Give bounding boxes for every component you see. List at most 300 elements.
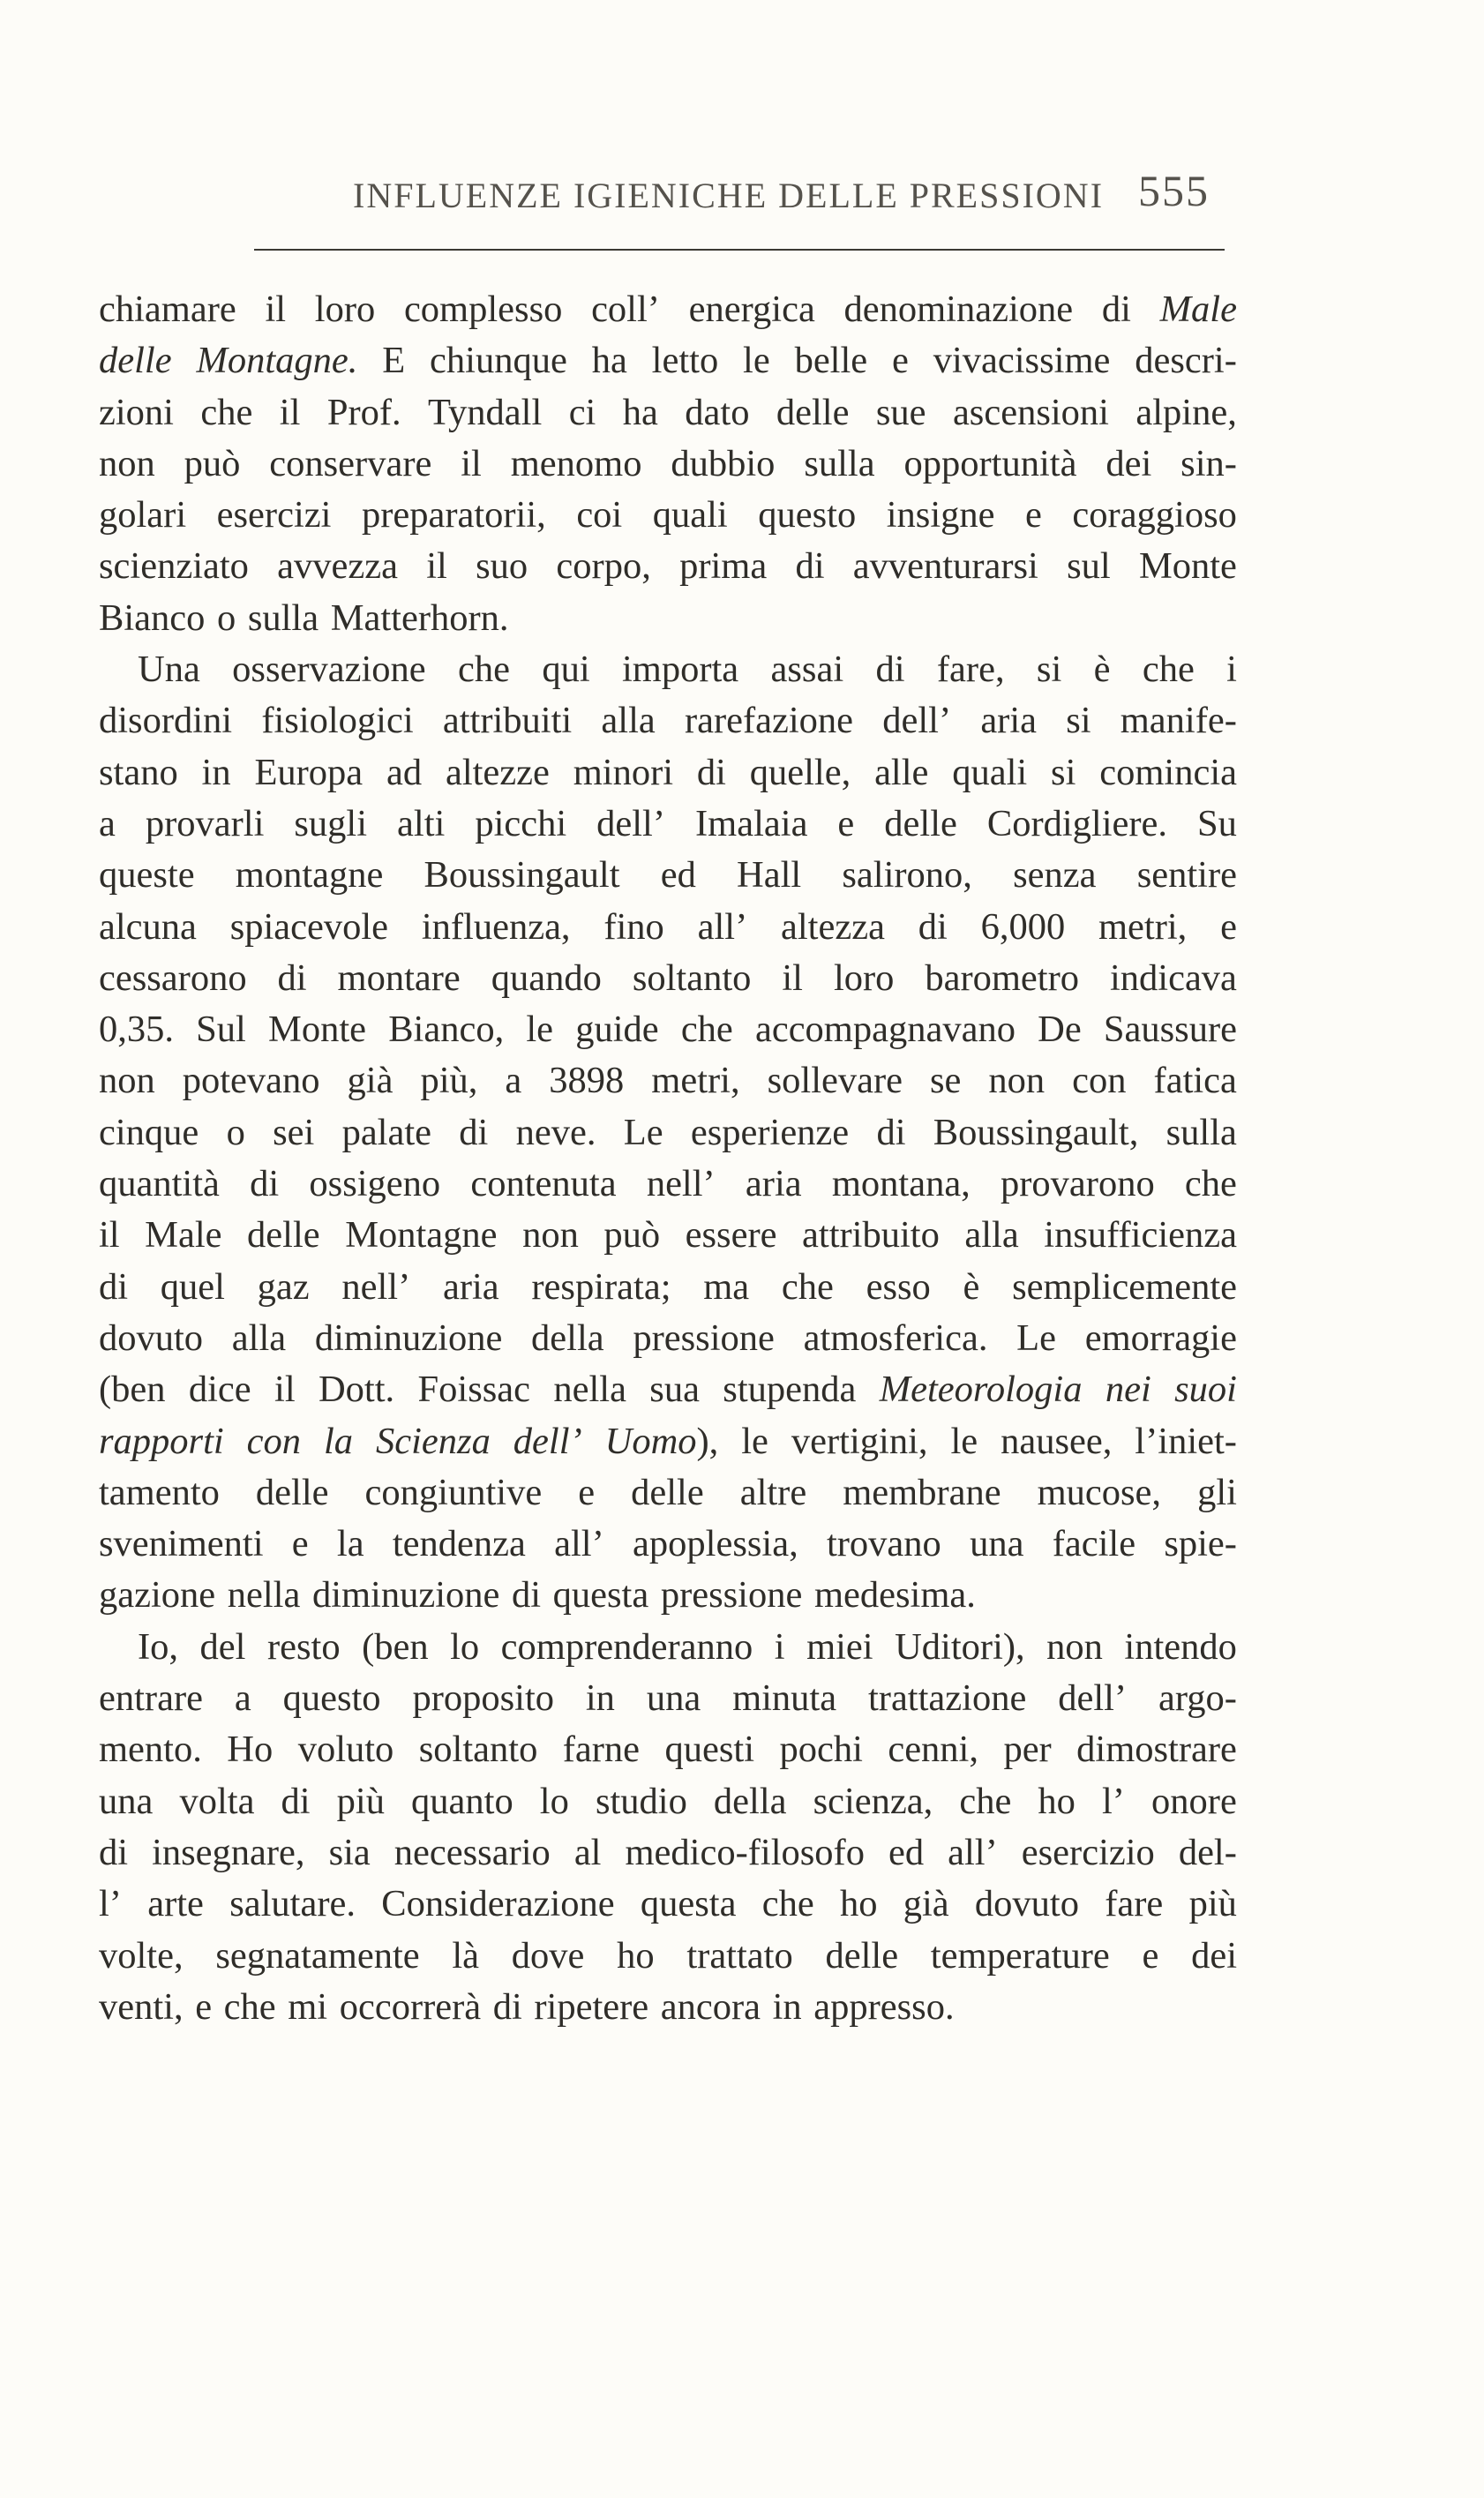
word: descri- <box>1135 340 1237 382</box>
word: l’ <box>1102 1780 1125 1822</box>
word: del <box>199 1625 246 1668</box>
word: metri, <box>651 1060 740 1102</box>
word: respirata; <box>531 1265 671 1308</box>
word: ho <box>1038 1780 1076 1822</box>
word: Io, <box>138 1625 179 1668</box>
word: sugli <box>294 802 368 844</box>
word: Ho <box>227 1729 274 1771</box>
word: ho <box>839 1883 878 1925</box>
word: altre <box>739 1471 807 1513</box>
text-line <box>99 953 1237 1004</box>
paragraph <box>99 284 1237 644</box>
word: avventurarsi <box>852 545 1038 588</box>
word: 6,000 <box>980 905 1066 948</box>
word: stupenda <box>723 1369 857 1411</box>
word: Hall <box>737 854 802 896</box>
word: nella <box>227 1574 301 1617</box>
word: esso <box>866 1265 931 1308</box>
word: onore <box>1151 1780 1237 1822</box>
word: di <box>99 1265 129 1308</box>
word: con <box>1072 1060 1127 1102</box>
word: fino <box>603 905 664 948</box>
word: il <box>461 442 482 484</box>
word: sulla <box>247 596 319 639</box>
word: gaz <box>257 1265 310 1308</box>
word: delle <box>776 391 850 433</box>
word: congiuntive <box>364 1471 543 1513</box>
word: senza <box>1013 854 1097 896</box>
word: non <box>522 1214 579 1257</box>
word: l’ <box>99 1883 122 1925</box>
word: comincia <box>1099 751 1237 793</box>
word: scienziato <box>99 545 249 588</box>
word: quelle, <box>749 751 851 793</box>
word: avvezza <box>277 545 398 588</box>
text-line <box>99 1262 1237 1313</box>
word: dell’ <box>882 700 952 742</box>
word: ha <box>591 340 627 382</box>
word: e <box>1025 494 1042 536</box>
word: comprenderanno <box>500 1625 753 1668</box>
word: ascensioni <box>952 391 1109 433</box>
word: delle <box>825 1934 899 1977</box>
word: dimostrare <box>1076 1729 1237 1771</box>
word: medico-filosofo <box>625 1831 865 1873</box>
word: scienza, <box>813 1780 933 1822</box>
word: questa <box>552 1574 649 1617</box>
word: sia <box>328 1831 371 1873</box>
word: svenimenti <box>99 1523 264 1565</box>
word: cessarono <box>99 956 247 999</box>
word: montagne <box>235 854 384 896</box>
word: quali <box>952 751 1028 793</box>
word: attribuito <box>802 1214 940 1257</box>
text-line <box>99 1673 1237 1724</box>
word: Male <box>145 1214 222 1257</box>
word: occorrerà <box>339 1985 482 2028</box>
word: dell’ <box>513 1420 582 1462</box>
word: prima <box>679 545 768 588</box>
word: 0,35. <box>99 1009 174 1051</box>
word: altezze <box>445 751 550 793</box>
word: a <box>99 802 116 844</box>
word: stano <box>99 751 178 793</box>
text-line <box>99 1159 1237 1210</box>
word: golari <box>99 494 187 536</box>
word: insegnare, <box>152 1831 305 1873</box>
word: pochi <box>779 1729 863 1771</box>
word: ossigeno <box>309 1163 441 1205</box>
text-line <box>99 1724 1237 1775</box>
text-line <box>99 1570 1237 1621</box>
word: fisiologici <box>261 700 414 742</box>
word: provarli <box>145 802 265 844</box>
word: quantità <box>99 1163 220 1205</box>
word: una <box>99 1780 154 1822</box>
text-line <box>99 490 1237 541</box>
word: salutare. <box>229 1883 356 1925</box>
word: delle <box>255 1471 329 1513</box>
word: minori <box>573 751 674 793</box>
word: si <box>1036 649 1062 691</box>
word: osservazione <box>232 649 426 691</box>
word: aria <box>745 1163 802 1205</box>
word: trovano <box>826 1523 941 1565</box>
word: miei <box>806 1625 873 1668</box>
word: corpo, <box>556 545 651 588</box>
word: alle <box>874 751 929 793</box>
word: sentire <box>1136 854 1237 896</box>
word: tendenza <box>392 1523 526 1565</box>
word: (ben <box>99 1369 166 1411</box>
word: è <box>963 1265 980 1308</box>
word: sul <box>1067 545 1111 588</box>
word: trattazione <box>867 1677 1027 1720</box>
word: venti, <box>99 1985 184 2028</box>
word: insufficienza <box>1044 1214 1237 1257</box>
word: non <box>99 442 155 484</box>
word: sue <box>875 391 926 433</box>
word: là <box>452 1934 480 1977</box>
word: palate <box>341 1111 432 1153</box>
word: Saussure <box>1103 1009 1237 1051</box>
word: delle <box>99 340 172 382</box>
word: Bianco <box>99 596 206 639</box>
word: Una <box>138 649 200 691</box>
word: facile <box>1052 1523 1136 1565</box>
word: una <box>646 1677 701 1720</box>
word: aria <box>442 1265 499 1308</box>
word: diminuzione <box>314 1317 503 1359</box>
word: di <box>876 1111 906 1153</box>
word: delle <box>884 802 957 844</box>
word: a <box>505 1060 522 1102</box>
header-rule <box>254 249 1225 251</box>
word: Dott. <box>318 1369 395 1411</box>
text-line <box>99 541 1237 592</box>
word: dovuto <box>974 1883 1079 1925</box>
word: dei <box>1106 442 1152 484</box>
paragraph <box>99 1622 1237 2033</box>
text-line <box>99 1055 1237 1106</box>
word: potevano <box>182 1060 320 1102</box>
word: si <box>1051 751 1076 793</box>
word: Foissac <box>417 1369 531 1411</box>
word: voluto <box>297 1729 394 1771</box>
word: mento. <box>99 1729 202 1771</box>
paragraph <box>99 644 1237 1622</box>
word: la <box>336 1523 364 1565</box>
word: preparatorii, <box>361 494 546 536</box>
word: non <box>99 1060 155 1102</box>
word: questo <box>758 494 857 536</box>
word: ha <box>622 391 658 433</box>
word: Tyndall <box>428 391 543 433</box>
word: sua <box>649 1369 700 1411</box>
word: di <box>277 956 307 999</box>
word: conservare <box>269 442 432 484</box>
word: nei <box>1105 1369 1151 1411</box>
word: non <box>988 1060 1046 1102</box>
word: e <box>837 802 855 844</box>
word: temperature <box>930 1934 1110 1977</box>
word: può <box>184 442 241 484</box>
word: delle <box>247 1214 320 1257</box>
word: quanto <box>411 1780 513 1822</box>
word: argo- <box>1158 1677 1237 1720</box>
word: ancora <box>660 1985 761 2028</box>
word: suo <box>476 545 528 588</box>
word: sei <box>273 1111 315 1153</box>
word: per <box>1003 1729 1052 1771</box>
word: Considerazione <box>381 1883 615 1925</box>
word: necessario <box>393 1831 551 1873</box>
word: montana, <box>831 1163 971 1205</box>
word: ripetere <box>534 1985 649 2028</box>
word: salirono, <box>842 854 972 896</box>
word: Boussingault <box>423 854 620 896</box>
word: è <box>1093 649 1111 691</box>
word: E <box>382 340 406 382</box>
word: se <box>930 1060 962 1102</box>
text-line <box>99 799 1237 850</box>
word: in <box>772 1985 802 2028</box>
word: di <box>281 1780 311 1822</box>
word: quel <box>160 1265 225 1308</box>
word: chiunque <box>430 340 567 382</box>
word: volte, <box>99 1934 184 1977</box>
text-line <box>99 1004 1237 1055</box>
word: minuta <box>732 1677 837 1720</box>
word: volta <box>179 1780 255 1822</box>
word: aria <box>980 700 1038 742</box>
word: il <box>99 1214 120 1257</box>
word: Bianco, <box>388 1009 505 1051</box>
word: Su <box>1197 802 1237 844</box>
word: ho <box>617 1934 655 1977</box>
word: belle <box>794 340 868 382</box>
word: ed <box>660 854 696 896</box>
word: rapporti <box>99 1420 224 1462</box>
word: loro <box>833 956 895 999</box>
word: zioni <box>99 391 174 433</box>
word: il <box>274 1369 296 1411</box>
word: fatica <box>1153 1060 1237 1102</box>
word: più, <box>420 1060 478 1102</box>
word: di <box>99 1831 129 1873</box>
word: Male <box>1159 289 1237 330</box>
word: montare <box>337 956 461 999</box>
word: soltanto <box>632 956 752 999</box>
word: che <box>761 1883 814 1925</box>
word: e <box>195 1985 213 2028</box>
word: proposito <box>412 1677 554 1720</box>
text-line <box>99 902 1237 953</box>
word: una <box>970 1523 1024 1565</box>
word: insigne <box>886 494 995 536</box>
text-line <box>99 1982 1237 2033</box>
word: vertigini, <box>791 1420 928 1462</box>
page-number: 555 <box>1138 166 1210 215</box>
word: i <box>1226 649 1237 691</box>
text-line <box>99 747 1237 799</box>
word: più <box>336 1780 385 1822</box>
word: dell’ <box>1058 1677 1128 1720</box>
word: accompagnavano <box>754 1009 1016 1051</box>
word: già <box>347 1060 393 1102</box>
text-line <box>99 1210 1237 1261</box>
word: le <box>741 1420 768 1462</box>
word: l’iniet- <box>1135 1420 1237 1462</box>
body-text <box>99 284 1237 2033</box>
word: le <box>950 1420 978 1462</box>
word: cenni, <box>888 1729 978 1771</box>
word: della <box>531 1317 604 1359</box>
text-line <box>99 1107 1237 1159</box>
word: appresso. <box>813 1985 955 2028</box>
word: assai <box>770 649 844 691</box>
word: all’ <box>554 1523 604 1565</box>
word: gli <box>1197 1471 1237 1513</box>
word: che <box>781 1265 834 1308</box>
word: che <box>223 1985 276 2028</box>
text-line <box>99 387 1237 439</box>
word: chiamare <box>99 289 236 330</box>
text-line <box>99 439 1237 490</box>
word: non <box>1046 1625 1103 1668</box>
word: alti <box>397 802 446 844</box>
word: semplicemente <box>1012 1265 1237 1308</box>
word: o <box>226 1111 245 1153</box>
text-line <box>99 1622 1237 1673</box>
word: suoi <box>1174 1369 1237 1411</box>
word: dei <box>1191 1934 1237 1977</box>
text-line <box>99 1879 1237 1930</box>
text-line <box>99 695 1237 746</box>
word: della <box>713 1780 787 1822</box>
word: coll’ <box>591 289 660 330</box>
word: sulla <box>804 442 875 484</box>
word: complesso <box>403 289 563 330</box>
word: contenuta <box>470 1163 617 1205</box>
text-line <box>99 1827 1237 1879</box>
text-line <box>99 1364 1237 1415</box>
word: opportunità <box>903 442 1077 484</box>
word: di <box>459 1111 489 1153</box>
word: Meteorologia <box>879 1369 1083 1411</box>
word: Scienza <box>376 1420 491 1462</box>
word: e <box>892 340 909 382</box>
word: membrane <box>843 1471 1001 1513</box>
word: menomo <box>510 442 642 484</box>
word: si <box>1066 700 1091 742</box>
word: quali <box>652 494 728 536</box>
word: fare, <box>936 649 1005 691</box>
word: alla <box>231 1317 287 1359</box>
word: dove <box>511 1934 585 1977</box>
word: che <box>1184 1163 1237 1205</box>
word: pressione <box>660 1574 803 1617</box>
word: nausee, <box>1001 1420 1113 1462</box>
word: letto <box>651 340 719 382</box>
word: gazione <box>99 1574 216 1617</box>
word: queste <box>99 854 195 896</box>
word: e <box>578 1471 596 1513</box>
word: i <box>774 1625 785 1668</box>
word: pressione <box>633 1317 775 1359</box>
word: Monte <box>268 1009 367 1051</box>
word: in <box>585 1677 615 1720</box>
running-head: INFLUENZE IGIENICHE DELLE PRESSIONI <box>353 176 1105 215</box>
word: mucose, <box>1037 1471 1162 1513</box>
word: il <box>279 391 301 433</box>
word: metri, <box>1098 905 1188 948</box>
word: dice <box>188 1369 251 1411</box>
word: con <box>246 1420 302 1462</box>
word: alcuna <box>99 905 197 948</box>
word: questo <box>282 1677 381 1720</box>
text-line <box>99 1416 1237 1467</box>
word: di <box>875 649 905 691</box>
word: soltanto <box>418 1729 538 1771</box>
word: nella <box>553 1369 626 1411</box>
word: e <box>291 1523 309 1565</box>
word: e <box>1142 1934 1159 1977</box>
word: alla <box>601 700 656 742</box>
word: di <box>512 1574 542 1617</box>
text-line <box>99 335 1237 386</box>
word: alla <box>964 1214 1019 1257</box>
word: altezza <box>781 905 885 948</box>
word: lo <box>450 1625 480 1668</box>
word: atmosferica. <box>803 1317 988 1359</box>
word: entrare <box>99 1677 203 1720</box>
word: 3898 <box>549 1060 625 1102</box>
word: fare <box>1105 1883 1164 1925</box>
word: del- <box>1178 1831 1237 1873</box>
word: mi <box>288 1985 328 2028</box>
word: all’ <box>948 1831 998 1873</box>
word: tamento <box>99 1471 220 1513</box>
word: Montagne. <box>196 340 358 382</box>
word: coi <box>576 494 623 536</box>
word: studio <box>595 1780 687 1822</box>
word: Monte <box>1138 545 1237 588</box>
word: esercizio <box>1021 1831 1155 1873</box>
word: importa <box>621 649 739 691</box>
word: rarefazione <box>684 700 854 742</box>
word: arte <box>147 1883 204 1925</box>
word: lo <box>539 1780 569 1822</box>
word: sulla <box>1165 1111 1237 1153</box>
word: dubbio <box>671 442 776 484</box>
text-line <box>99 1519 1237 1570</box>
word: provarono <box>1001 1163 1155 1205</box>
word: barometro <box>925 956 1080 999</box>
word: Prof. <box>326 391 401 433</box>
word: questi <box>664 1729 755 1771</box>
word: Uomo), <box>604 1420 719 1462</box>
word: che <box>680 1009 733 1051</box>
word: Cordigliere. <box>986 802 1168 844</box>
word: Imalaia <box>695 802 808 844</box>
text-line <box>99 644 1237 695</box>
word: De <box>1038 1009 1082 1051</box>
word: le <box>526 1009 554 1051</box>
word: nell’ <box>646 1163 716 1205</box>
word: in <box>201 751 231 793</box>
word: di <box>1101 289 1131 330</box>
